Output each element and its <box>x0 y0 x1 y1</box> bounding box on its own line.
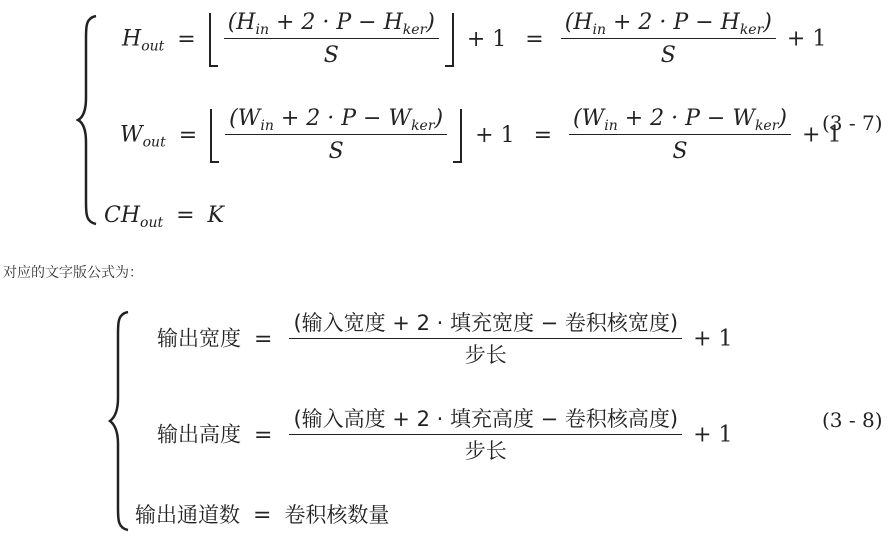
floor-right-bracket <box>453 109 462 163</box>
h-out-symbol: H <box>122 26 142 52</box>
h-fraction <box>561 12 776 67</box>
equation-number: (3 - 7) <box>822 111 883 135</box>
ch-out-symbol: CH <box>104 203 141 228</box>
ch-out-subscript: out <box>140 215 164 231</box>
h-floor-fraction <box>224 12 439 67</box>
plus-one: + 1 <box>786 26 827 52</box>
w-floor-fraction <box>225 108 447 163</box>
equation-number: (3 - 8) <box>822 408 883 432</box>
w-fraction-denominator: S <box>328 139 344 164</box>
w-fraction <box>569 108 791 163</box>
equals-sign: = <box>254 326 273 352</box>
equals-sign: = <box>254 422 273 448</box>
left-brace-icon <box>76 14 102 226</box>
w-fraction-numerator: $(W_{in} + 2 \cdot P - W_{ker})$ <box>229 106 444 134</box>
w-out-symbol: W <box>120 122 143 148</box>
plus-one: + 1 <box>693 422 733 448</box>
plus-one: + 1 <box>475 122 515 148</box>
equals-sign: = <box>253 503 272 528</box>
output-width-label: 输出宽度 <box>157 326 241 351</box>
equals-sign: = <box>176 203 195 228</box>
kernel-count-label: 卷积核数量 <box>284 503 390 527</box>
plus-one: + 1 <box>802 122 842 148</box>
equals-sign: = <box>533 122 553 148</box>
floor-left-bracket <box>210 109 219 163</box>
height-fraction-numerator: (输入高度 + 2 · 填充高度 − 卷积核高度) <box>293 407 679 431</box>
h-out-equation <box>122 12 826 67</box>
output-height-label: 输出高度 <box>157 422 241 447</box>
equals-sign: = <box>178 122 198 148</box>
w-fraction-numerator: $(W_{in} + 2 \cdot P - W_{ker})$ <box>573 106 788 134</box>
h-fraction-numerator: $(H_{in} + 2 \cdot P - H_{ker})$ <box>564 10 772 38</box>
plus-one: + 1 <box>466 26 507 52</box>
ch-out-equation <box>104 203 224 231</box>
equals-sign: = <box>525 26 544 52</box>
output-height-equation <box>157 409 733 462</box>
stride-denominator: 步长 <box>464 343 507 367</box>
h-fraction-denominator: S <box>323 43 339 68</box>
h-out-subscript: out <box>141 38 165 55</box>
floor-right-bracket <box>445 13 454 67</box>
w-out-subscript: out <box>142 134 166 151</box>
h-fraction-numerator: $(H_{in} + 2 \cdot P - H_{ker})$ <box>227 10 435 38</box>
left-brace-icon <box>108 310 134 532</box>
width-fraction <box>289 313 682 366</box>
output-channels-label: 输出通道数 <box>135 503 240 527</box>
h-fraction-denominator: S <box>660 43 676 68</box>
w-fraction-denominator: S <box>672 139 688 164</box>
height-fraction <box>289 409 682 462</box>
equals-sign: = <box>177 26 196 52</box>
width-fraction-numerator: (输入宽度 + 2 · 填充宽度 − 卷积核宽度) <box>293 311 679 335</box>
output-channels-equation <box>135 505 389 527</box>
intro-text: 对应的文字版公式为： <box>3 265 143 281</box>
floor-left-bracket <box>209 13 218 67</box>
plus-one: + 1 <box>693 326 733 352</box>
output-width-equation <box>157 313 733 366</box>
ch-out-value: K <box>207 203 224 228</box>
stride-denominator: 步长 <box>464 439 507 463</box>
w-out-equation <box>120 108 841 163</box>
